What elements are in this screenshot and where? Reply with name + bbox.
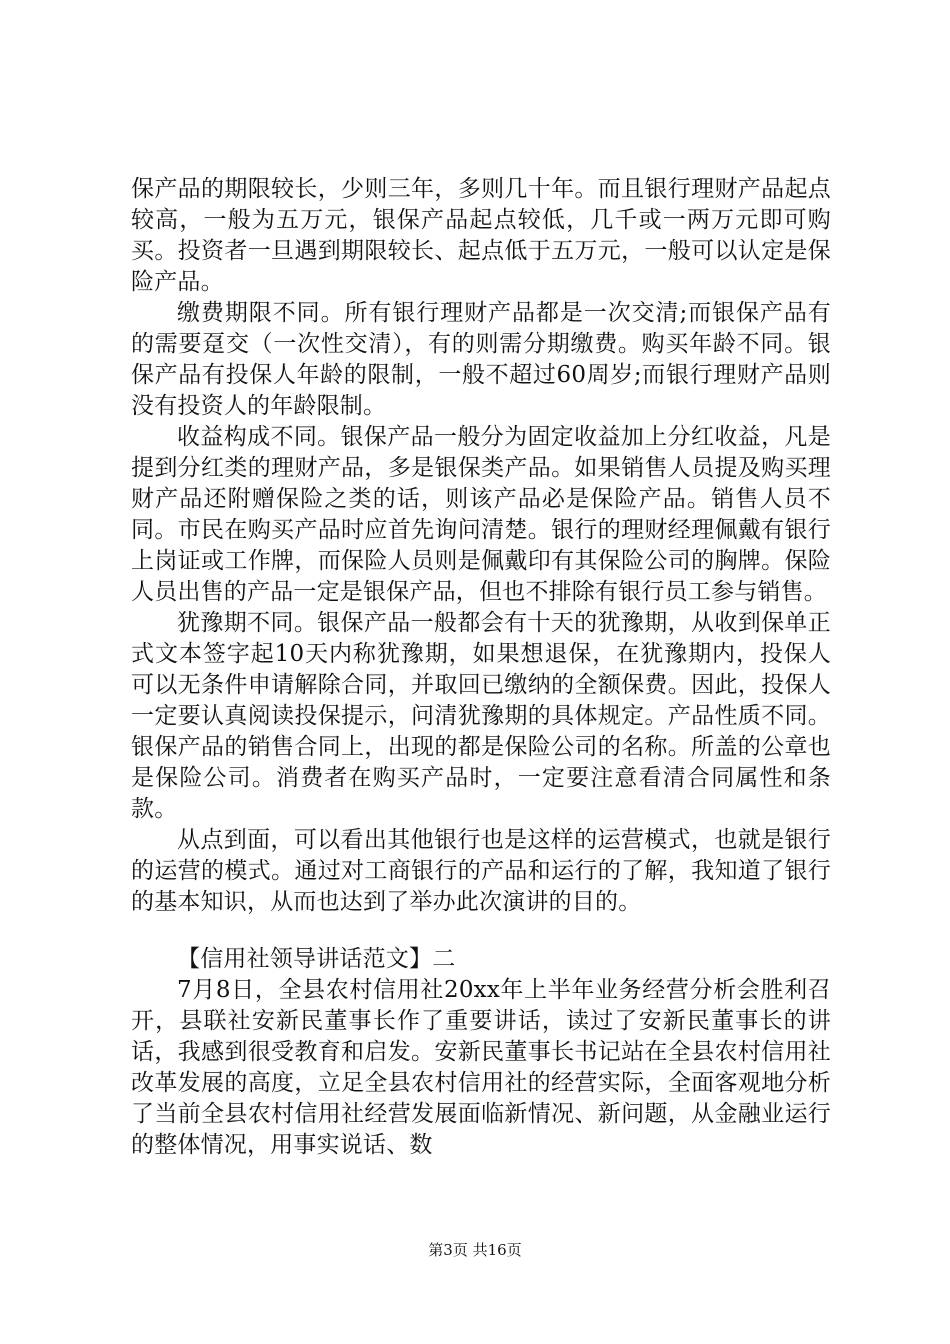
document-body <box>131 174 831 1161</box>
paragraph-conclusion: 从点到面，可以看出其他银行也是这样的运营模式，也就是银行的运营的模式。通过对工商银行的产品和运行的了解，我知道了银行的基本知识，从而也达到了举办此次演讲的目的。 <box>131 827 831 915</box>
section-heading: 【信用社领导讲话范文】二 <box>177 946 456 972</box>
paragraph-payment-period: 缴费期限不同。所有银行理财产品都是一次交清;而银保产品有的需要趸交（一次性交清），有的则需分期缴费。购买年龄不同。银保产品有投保人年龄的限制，一般不超过60周岁;而银行理财产品则没有投资人的年龄限制。 <box>131 300 831 419</box>
page-number-footer: 第3页 共16页 <box>428 1241 522 1259</box>
paragraph-section-two: 7月8日，全县农村信用社20xx年上半年业务经营分析会胜利召开，县联社安新民董事长作了重要讲话，读过了安新民董事长的讲话，我感到很受教育和启发。安新民董事长书记站在全县农村信用社改革发展的高度，立足全县农村信用社的经营实际，全面客观地分析了当前全县农村信用社经营发展面临新情况、新问题，从金融业运行的整体情况，用事实说话、数 <box>131 977 831 1158</box>
paragraph-income-structure: 收益构成不同。银保产品一般分为固定收益加上分红收益，凡是提到分红类的理财产品，多是银保类产品。如果销售人员提及购买理财产品还附赠保险之类的话，则该产品必是保险产品。销售人员不同。市民在购买产品时应首先询问清楚。银行的理财经理佩戴有银行上岗证或工作牌，而保险人员则是佩戴印有其保险公司的胸牌。保险人员出售的产品一定是银保产品，但也不排除有银行员工参与销售。 <box>131 424 831 605</box>
paragraph-cooling-off: 犹豫期不同。银保产品一般都会有十天的犹豫期，从收到保单正式文本签字起10天内称犹豫期，如果想退保，在犹豫期内，投保人可以无条件申请解除合同，并取回已缴纳的全额保费。因此，投保人一定要认真阅读投保提示，问清犹豫期的具体规定。产品性质不同。银保产品的销售合同上，出现的都是保险公司的名称。所盖的公章也是保险公司。消费者在购买产品时，一定要注意看清合同属性和条款。 <box>131 610 831 822</box>
paragraph-continued: 保产品的期限较长，少则三年，多则几十年。而且银行理财产品起点较高，一般为五万元，银保产品起点较低，几千或一两万元即可购买。投资者一旦遇到期限较长、起点低于五万元，一般可以认定是保险产品。 <box>131 176 831 295</box>
